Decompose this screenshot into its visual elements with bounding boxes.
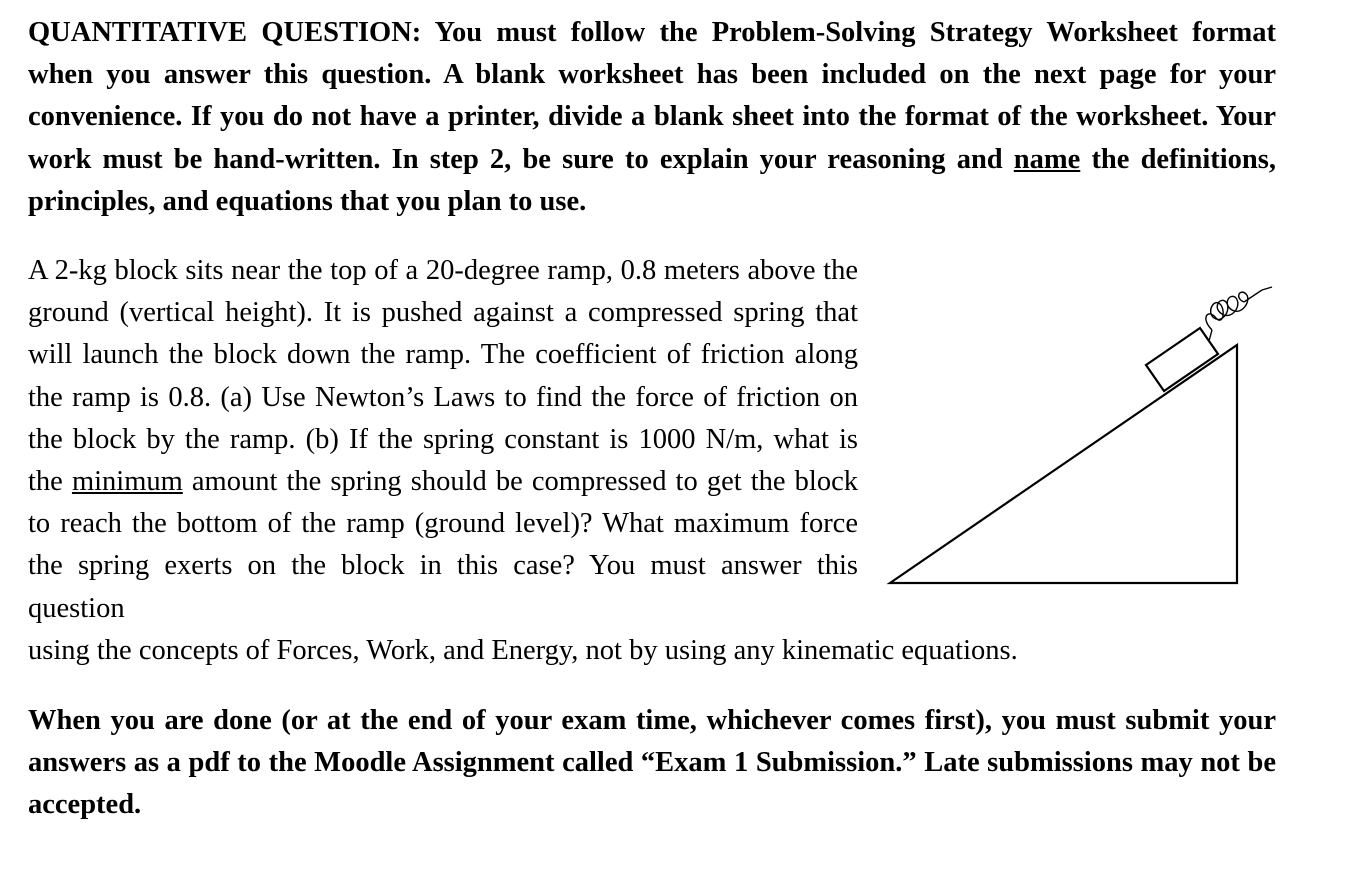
problem-underlined-word: minimum [71,466,183,498]
problem-last-line: using the concepts of Forces, Work, and Energy, not by using any kinematic equations. [28,635,1018,666]
spring [1206,287,1272,341]
problem-text-1: A 2-kg block sits near the top of a 20-degree ramp, 0.8 meters above the ground (vertical height). It is pushed against a compressed spring that will launch the block down the ramp. The coefficient of friction along the ramp is 0.8. (a) Use Newton’s Laws to find the force of friction on the block by the ramp. (b) If the spring constant is 1000 N/m, what is the [28,255,858,498]
ramp-diagram [880,270,1280,600]
instructions-text-2: the definitions, principles, and equations that you plan to use. [28,143,1276,217]
instructions-paragraph [28,12,1276,223]
instructions-text-1: QUANTITATIVE QUESTION: You must follow the Problem-Solving Strategy Worksheet format when you answer this question. A blank worksheet has been included on the next page for your convenience. If you do not have a printer, divide a blank sheet into the format of the worksheet. Your work must be hand-written. In step 2, be sure to explain your reasoning and [28,17,1276,175]
submission-instructions: When you are done (or at the end of your exam time, whichever comes first), you must submit your answers as a pdf to the Moodle Assignment called “Exam 1 Submission.” Late submissions may not be accepted. [28,705,1276,821]
problem-text-2: amount the spring should be compressed to get the block to reach the bottom of the ramp (ground level)? What maximum force the spring exerts on the block in this case? You must answer this question [28,466,858,624]
instructions-underlined-word: name [1013,143,1081,175]
problem-paragraph [28,250,858,630]
ramp [890,345,1237,583]
